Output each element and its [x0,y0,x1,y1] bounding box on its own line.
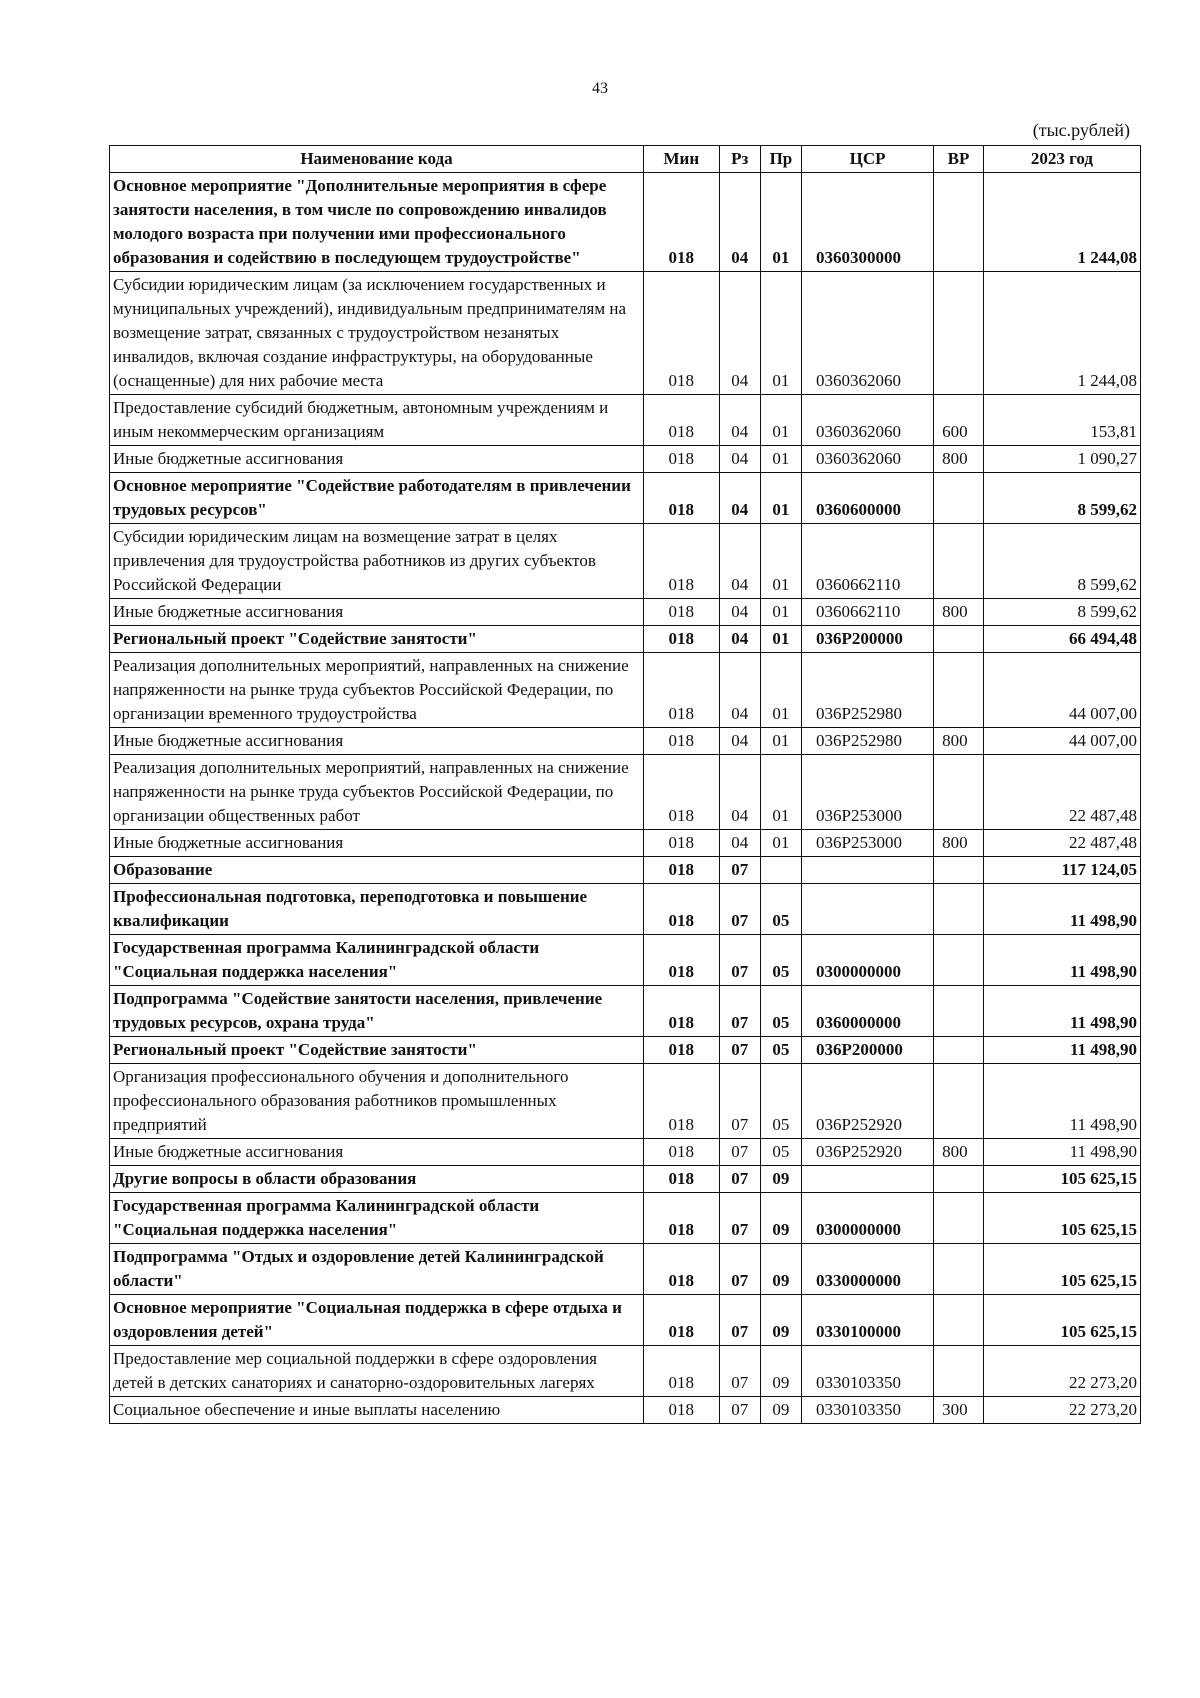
page-number: 43 [592,80,608,97]
row-min: 018 [643,272,719,395]
row-name: Иные бюджетные ассигнования [110,830,644,857]
row-vr [934,173,984,272]
table-row [110,473,1141,524]
table-row [110,653,1141,728]
row-rz: 07 [719,1397,760,1424]
row-name: Предоставление субсидий бюджетным, автономным учреждениям и иным некоммерческим организациям [110,395,644,446]
row-pr: 01 [760,446,801,473]
row-csr: 0360362060 [801,446,933,473]
header-vr: ВР [934,146,984,173]
header-rz: Рз [719,146,760,173]
header-name: Наименование кода [110,146,644,173]
row-name: Иные бюджетные ассигнования [110,446,644,473]
row-pr: 01 [760,728,801,755]
row-pr: 05 [760,935,801,986]
row-rz: 04 [719,446,760,473]
row-csr [801,1166,933,1193]
row-min: 018 [643,1346,719,1397]
row-rz: 04 [719,755,760,830]
row-name: Субсидии юридическим лицам на возмещение затрат в целях привлечения для трудоустройства работников из других субъектов Российской Федерации [110,524,644,599]
row-csr: 0330103350 [801,1397,933,1424]
row-vr: 600 [934,395,984,446]
row-rz: 07 [719,1193,760,1244]
row-pr: 01 [760,473,801,524]
row-amount: 8 599,62 [983,524,1140,599]
row-rz: 07 [719,857,760,884]
row-min: 018 [643,884,719,935]
row-amount: 44 007,00 [983,653,1140,728]
table-body [110,173,1141,1424]
row-pr [760,857,801,884]
row-name: Профессиональная подготовка, переподготовка и повышение квалификации [110,884,644,935]
row-csr [801,857,933,884]
table-row [110,524,1141,599]
row-amount: 44 007,00 [983,728,1140,755]
row-name: Основное мероприятие "Социальная поддержка в сфере отдыха и оздоровления детей" [110,1295,644,1346]
row-csr: 0300000000 [801,935,933,986]
table-row [110,1166,1141,1193]
row-csr: 0330103350 [801,1346,933,1397]
row-vr [934,653,984,728]
header-pr: Пр [760,146,801,173]
row-min: 018 [643,755,719,830]
row-csr: 0360000000 [801,986,933,1037]
row-csr: 036P252980 [801,653,933,728]
row-name: Региональный проект "Содействие занятости" [110,1037,644,1064]
row-name: Подпрограмма "Содействие занятости населения, привлечение трудовых ресурсов, охрана труда" [110,986,644,1037]
row-min: 018 [643,1139,719,1166]
row-min: 018 [643,446,719,473]
row-rz: 07 [719,1037,760,1064]
row-name: Предоставление мер социальной поддержки в сфере оздоровления детей в детских санаториях и санаторно-оздоровительных лагерях [110,1346,644,1397]
row-amount: 22 273,20 [983,1346,1140,1397]
table-row [110,173,1141,272]
row-vr [934,1064,984,1139]
row-name: Реализация дополнительных мероприятий, направленных на снижение напряженности на рынке труда субъектов Российской Федерации, по организации временного трудоустройства [110,653,644,728]
row-csr: 0360662110 [801,524,933,599]
row-pr: 09 [760,1295,801,1346]
row-pr: 09 [760,1166,801,1193]
row-amount: 105 625,15 [983,1295,1140,1346]
table-row [110,728,1141,755]
header-min: Мин [643,146,719,173]
row-csr: 036P200000 [801,626,933,653]
row-rz: 04 [719,173,760,272]
table-row [110,272,1141,395]
row-amount: 11 498,90 [983,884,1140,935]
table-row [110,1346,1141,1397]
row-amount: 11 498,90 [983,1064,1140,1139]
table-header-row [110,146,1141,173]
row-rz: 07 [719,1139,760,1166]
row-name: Региональный проект "Содействие занятости" [110,626,644,653]
row-csr: 0360662110 [801,599,933,626]
row-csr: 036P253000 [801,755,933,830]
row-min: 018 [643,395,719,446]
row-pr: 01 [760,626,801,653]
row-pr: 01 [760,395,801,446]
row-vr [934,1244,984,1295]
table-row [110,830,1141,857]
header-amount: 2023 год [983,146,1140,173]
row-rz: 04 [719,599,760,626]
row-name: Основное мероприятие "Дополнительные мероприятия в сфере занятости населения, в том числе по сопровождению инвалидов молодого возраста при получении ими профессионального образования и содействию в последующем трудоустройстве" [110,173,644,272]
row-name: Иные бюджетные ассигнования [110,1139,644,1166]
row-csr: 0330000000 [801,1244,933,1295]
row-vr [934,755,984,830]
row-csr: 0360300000 [801,173,933,272]
table-row [110,1064,1141,1139]
row-csr: 0330100000 [801,1295,933,1346]
row-csr: 036P252980 [801,728,933,755]
row-amount: 105 625,15 [983,1166,1140,1193]
row-vr [934,626,984,653]
row-min: 018 [643,173,719,272]
table-row [110,1244,1141,1295]
row-amount: 66 494,48 [983,626,1140,653]
row-min: 018 [643,857,719,884]
row-name: Реализация дополнительных мероприятий, направленных на снижение напряженности на рынке труда субъектов Российской Федерации, по организации общественных работ [110,755,644,830]
row-name: Основное мероприятие "Содействие работодателям в привлечении трудовых ресурсов" [110,473,644,524]
row-vr [934,272,984,395]
table-row [110,755,1141,830]
row-min: 018 [643,830,719,857]
row-amount: 11 498,90 [983,1037,1140,1064]
row-vr: 800 [934,599,984,626]
row-pr: 01 [760,755,801,830]
row-rz: 07 [719,884,760,935]
row-amount: 105 625,15 [983,1193,1140,1244]
row-min: 018 [643,935,719,986]
row-rz: 07 [719,1244,760,1295]
row-csr: 0360362060 [801,395,933,446]
row-amount: 22 487,48 [983,755,1140,830]
row-amount: 8 599,62 [983,473,1140,524]
row-pr: 05 [760,884,801,935]
row-csr: 036P253000 [801,830,933,857]
row-min: 018 [643,1244,719,1295]
row-pr: 09 [760,1244,801,1295]
row-rz: 04 [719,653,760,728]
row-name: Иные бюджетные ассигнования [110,599,644,626]
table-row [110,1139,1141,1166]
row-pr: 05 [760,986,801,1037]
row-amount: 153,81 [983,395,1140,446]
row-pr: 01 [760,524,801,599]
row-rz: 04 [719,473,760,524]
table-row [110,1037,1141,1064]
row-amount: 11 498,90 [983,1139,1140,1166]
row-min: 018 [643,524,719,599]
table-row [110,935,1141,986]
row-min: 018 [643,653,719,728]
row-vr [934,524,984,599]
row-rz: 07 [719,935,760,986]
row-vr [934,986,984,1037]
header-csr: ЦСР [801,146,933,173]
row-rz: 07 [719,1064,760,1139]
row-rz: 07 [719,1295,760,1346]
budget-table [109,145,1141,1424]
row-csr: 0360600000 [801,473,933,524]
row-pr: 05 [760,1139,801,1166]
row-vr [934,1295,984,1346]
row-vr: 800 [934,446,984,473]
row-amount: 11 498,90 [983,935,1140,986]
row-pr: 09 [760,1397,801,1424]
row-csr: 036P252920 [801,1064,933,1139]
row-vr: 800 [934,830,984,857]
row-name: Государственная программа Калининградской области "Социальная поддержка населения" [110,935,644,986]
table-row [110,857,1141,884]
row-rz: 07 [719,1166,760,1193]
table-row [110,1397,1141,1424]
row-csr: 036P200000 [801,1037,933,1064]
units-label: (тыс.рублей) [1032,120,1130,140]
row-pr: 01 [760,272,801,395]
row-pr: 05 [760,1037,801,1064]
row-rz: 04 [719,626,760,653]
row-vr [934,473,984,524]
row-vr [934,1166,984,1193]
row-rz: 04 [719,830,760,857]
row-csr: 036P252920 [801,1139,933,1166]
row-vr: 300 [934,1397,984,1424]
row-csr: 0300000000 [801,1193,933,1244]
row-rz: 04 [719,272,760,395]
table-row [110,986,1141,1037]
row-name: Образование [110,857,644,884]
row-csr: 0360362060 [801,272,933,395]
row-rz: 04 [719,524,760,599]
row-amount: 1 244,08 [983,173,1140,272]
row-min: 018 [643,1397,719,1424]
row-rz: 04 [719,728,760,755]
table-row [110,1295,1141,1346]
row-min: 018 [643,626,719,653]
row-pr: 01 [760,830,801,857]
row-name: Субсидии юридическим лицам (за исключением государственных и муниципальных учреждений), индивидуальным предпринимателям на возмещение затрат, связанных с трудоустройством незанятых инвалидов, включая создание инфраструктуры, на оборудованные (оснащенные) для них рабочие места [110,272,644,395]
table-row [110,884,1141,935]
row-vr [934,1037,984,1064]
table-row [110,1193,1141,1244]
row-amount: 8 599,62 [983,599,1140,626]
row-pr: 09 [760,1346,801,1397]
row-min: 018 [643,1193,719,1244]
row-min: 018 [643,1064,719,1139]
table-row [110,626,1141,653]
row-name: Другие вопросы в области образования [110,1166,644,1193]
row-min: 018 [643,1037,719,1064]
row-amount: 117 124,05 [983,857,1140,884]
row-min: 018 [643,986,719,1037]
row-min: 018 [643,473,719,524]
row-pr: 09 [760,1193,801,1244]
row-amount: 105 625,15 [983,1244,1140,1295]
table-row [110,599,1141,626]
row-min: 018 [643,1295,719,1346]
row-csr [801,884,933,935]
row-rz: 07 [719,1346,760,1397]
row-rz: 04 [719,395,760,446]
row-amount: 1 090,27 [983,446,1140,473]
row-vr [934,884,984,935]
row-name: Государственная программа Калининградской области "Социальная поддержка населения" [110,1193,644,1244]
row-min: 018 [643,599,719,626]
row-min: 018 [643,728,719,755]
row-vr: 800 [934,1139,984,1166]
row-rz: 07 [719,986,760,1037]
row-vr [934,857,984,884]
row-vr [934,935,984,986]
row-name: Социальное обеспечение и иные выплаты населению [110,1397,644,1424]
table-row [110,446,1141,473]
row-vr [934,1193,984,1244]
row-amount: 1 244,08 [983,272,1140,395]
row-vr: 800 [934,728,984,755]
table-row [110,395,1141,446]
row-name: Организация профессионального обучения и дополнительного профессионального образования работников промышленных предприятий [110,1064,644,1139]
row-vr [934,1346,984,1397]
row-amount: 22 273,20 [983,1397,1140,1424]
row-name: Подпрограмма "Отдых и оздоровление детей Калининградской области" [110,1244,644,1295]
row-pr: 01 [760,653,801,728]
row-name: Иные бюджетные ассигнования [110,728,644,755]
row-pr: 05 [760,1064,801,1139]
row-min: 018 [643,1166,719,1193]
row-pr: 01 [760,599,801,626]
row-pr: 01 [760,173,801,272]
row-amount: 11 498,90 [983,986,1140,1037]
row-amount: 22 487,48 [983,830,1140,857]
